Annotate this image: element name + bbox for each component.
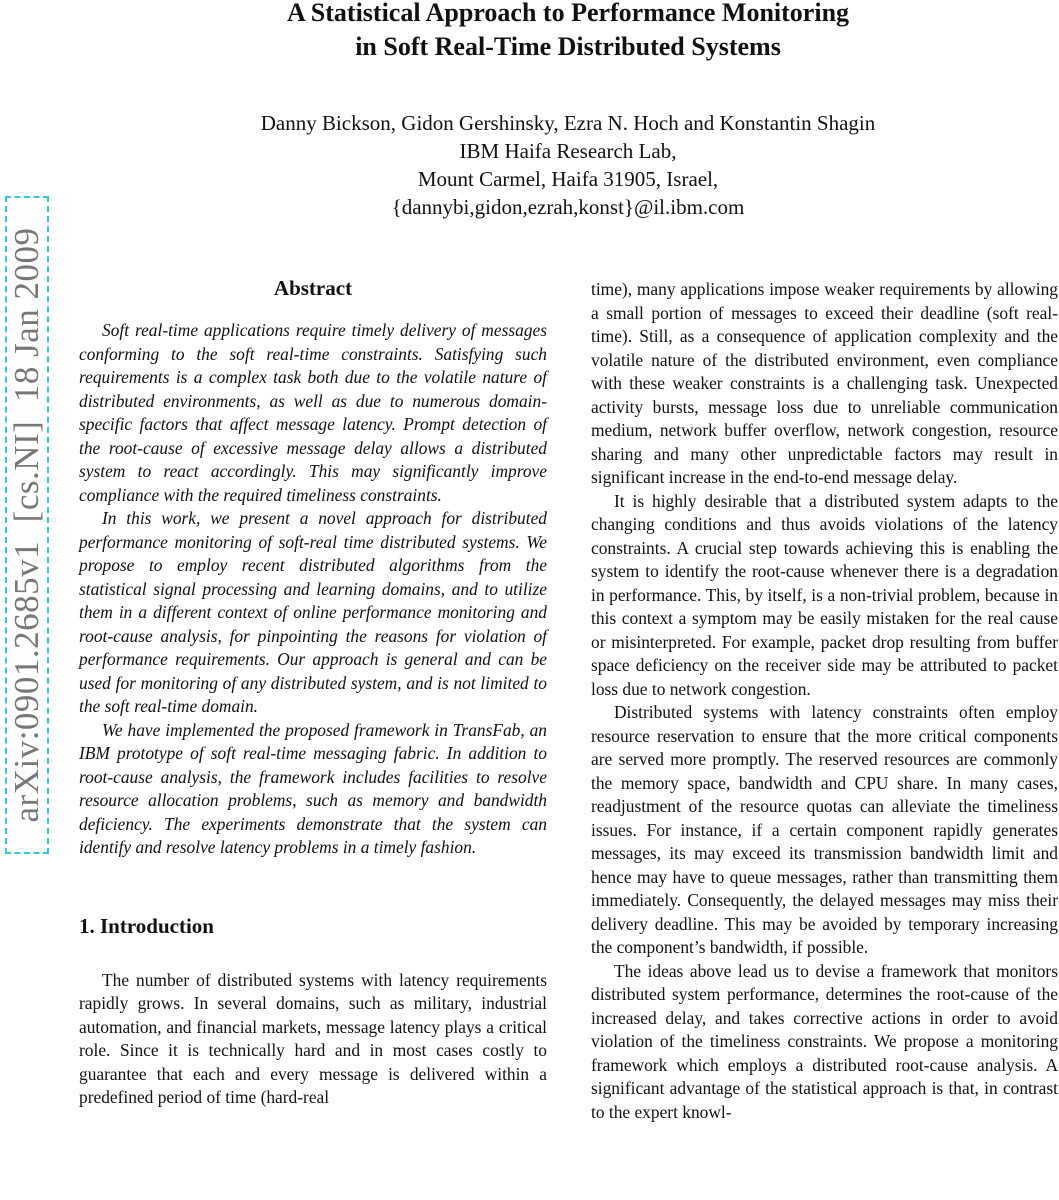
introduction-paragraph-5: The ideas above lead us to devise a framework that monitors distributed system performance, determines the root-cause of the increased delay, and takes corrective actions in order to avoid violation of the timeliness constraints. We propose a monitoring framework which employs a distributed root-cause analysis. A significant advantage of the statistical approach is that, in contrast to the expert knowl-: [591, 960, 1058, 1122]
abstract-paragraph-3: We have implemented the proposed framework in TransFab, an IBM prototype of soft real-time messaging fabric. In addition to root-cause analysis, the framework includes facilities to resolve resource allocation problems, such as memory and bandwidth deficiency. The experiments demonstrate that the system can identify and resolve latency problems in a timely fashion.: [79, 719, 547, 857]
abstract-heading: Abstract: [273, 276, 353, 300]
author-block: [0, 109, 1059, 221]
right-column: [591, 278, 1058, 1124]
paper-title-line-1: A Statistical Approach to Performance Monitoring: [286, 0, 850, 27]
abstract-paragraph-1: Soft real-time applications require timely delivery of messages conforming to the soft real-time constraints. Satisfying such requirements is a complex task both due to the volatile nature of distributed environments, as well as due to numerous domain-specific factors that affect message latency. Prompt detection of the root-cause of excessive message delay allows a distributed system to react accordingly. This may significantly improve compliance with the required timeliness constraints.: [79, 320, 547, 505]
paper-title-line-2: in Soft Real-Time Distributed Systems: [355, 32, 781, 61]
author-names: Danny Bickson, Gidon Gershinsky, Ezra N. Hoch and Konstantin Shagin: [260, 111, 876, 135]
paper-title: [0, 0, 1059, 64]
arxiv-identifier: arXiv:0901.2685v1 [cs.NI] 18 Jan 2009: [7, 227, 46, 823]
introduction-heading: 1. Introduction: [79, 913, 214, 938]
abstract-paragraph-2: In this work, we present a novel approach for distributed performance monitoring of soft-real time distributed systems. We propose to employ recent distributed algorithms from the statistical signal processing and learning domains, and to utilize them in a different context of online performance monitoring and root-cause analysis, for pinpointing the reasons for violation of performance requirements. Our approach is general and can be used for monitoring of any distributed system, and is not limited to the soft real-time domain.: [79, 508, 547, 716]
introduction-paragraph-2: time), many applications impose weaker requirements by allowing a small portion of messages to exceed their deadline (soft real-time). Still, as a consequence of application complexity and the volatile nature of the distributed environment, even compliance with these weaker constraints is a challenging task. Unexpected activity bursts, message loss due to unreliable communication medium, network buffer overflow, network congestion, resource sharing and many other unpredictable factors may result in significant increase in the end-to-end message delay.: [591, 279, 1058, 487]
arxiv-side-stamp: [5, 196, 49, 854]
left-column: [79, 272, 547, 1110]
author-affiliation: IBM Haifa Research Lab,: [459, 139, 677, 163]
introduction-paragraph-1: The number of distributed systems with latency requirements rapidly grows. In several domains, such as military, industrial automation, and financial markets, message latency plays a critical role. Since it is technically hard and in most cases costly to guarantee that each and every message is delivered within a predefined period of time (hard-real: [79, 969, 547, 1107]
author-address: Mount Carmel, Haifa 31905, Israel,: [417, 167, 719, 191]
introduction-paragraph-4: Distributed systems with latency constraints often employ resource reservation to ensure that the more critical components are served more promptly. The reserved resources are commonly the memory space, bandwidth and CPU share. In many cases, readjustment of the resource quotas can alleviate the timeliness issues. For instance, if a certain component rapidly generates messages, its may exceed its transmission bandwidth limit and hence may have to queue messages, rather than transmitting them immediately. Consequently, the delayed messages may miss their delivery deadline. This may be avoided by temporary increasing the component’s bandwidth, if possible.: [591, 702, 1058, 957]
author-email: {dannybi,gidon,ezrah,konst}@il.ibm.com: [391, 195, 745, 219]
introduction-paragraph-3: It is highly desirable that a distributed system adapts to the changing conditions and thus avoids violations of the latency constraints. A crucial step towards achieving this is enabling the system to identify the root-cause whenever there is a degradation in performance. This, by itself, is a non-trivial problem, because in this context a symptom may be easily mistaken for the real cause or misinterpreted. For example, packet drop resulting from buffer space deficiency on the receiver side may be attributed to packet loss due to network congestion.: [591, 490, 1058, 699]
